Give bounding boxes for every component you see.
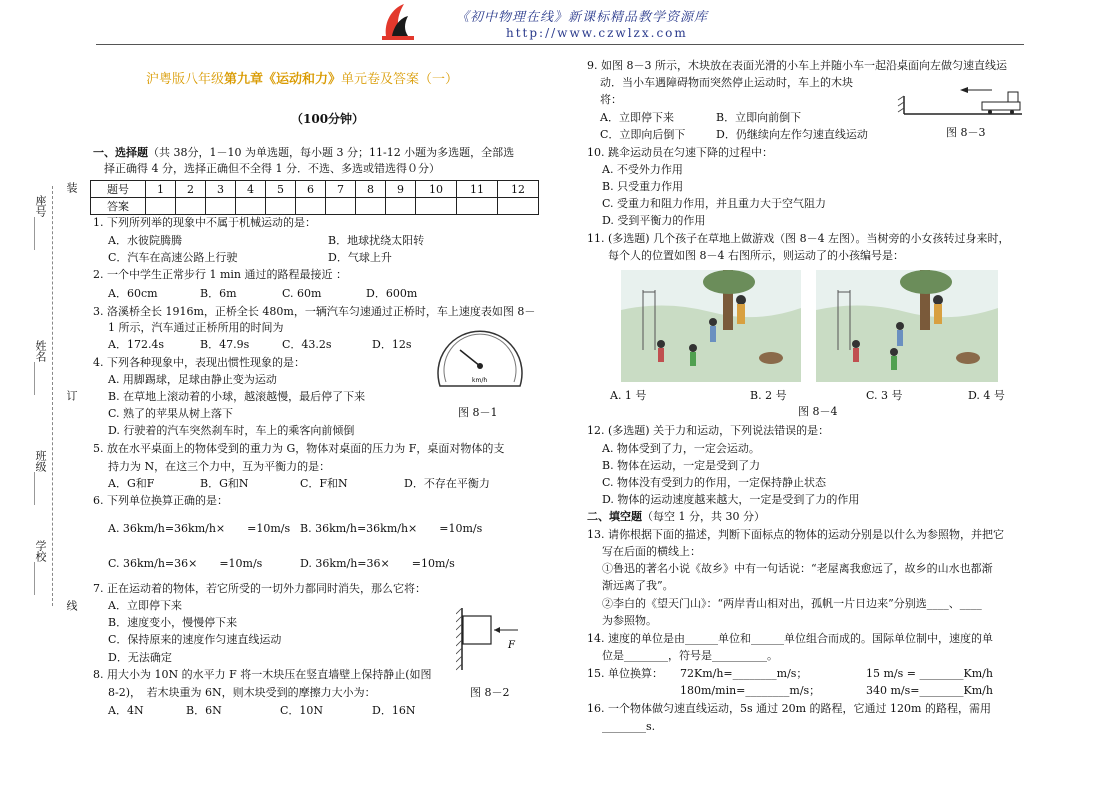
- table-cell: 题号: [91, 181, 146, 198]
- section2-heading: 二、填空题（每空 1 分，共 30 分）: [587, 510, 765, 523]
- option: A．G和F: [108, 477, 155, 490]
- question-text: 15. 单位换算：: [587, 667, 663, 680]
- question-text: 动．当小车遇障碍物而突然停止运动时，车上的木块: [600, 76, 853, 89]
- answer-cell[interactable]: [356, 198, 386, 215]
- table-cell: 8: [356, 181, 386, 198]
- option: A．4N: [108, 704, 144, 717]
- table-cell: 3: [206, 181, 236, 198]
- option: B. 36km/h=36km/h× =10m/s: [300, 522, 483, 535]
- option: C. 3 号: [866, 389, 903, 402]
- option: C．立即向后倒下: [600, 128, 686, 141]
- option: D. 物体的运动速度越来越大，一定是受到了力的作用: [602, 493, 860, 506]
- answer-cell[interactable]: [236, 198, 266, 215]
- option: B．地球扰绕太阳转: [328, 234, 425, 247]
- option: C. 受重力和阻力作用，并且重力大于空气阻力: [602, 197, 827, 210]
- question-text: 8. 用大小为 10N 的水平力 F 将一木块压在竖直墙壁上保持静止(如图: [93, 668, 432, 681]
- answer-cell[interactable]: [176, 198, 206, 215]
- question-text: 6. 下列单位换算正确的是：: [93, 494, 228, 507]
- figure-caption: 图 8－3: [946, 126, 986, 139]
- table-cell: 4: [236, 181, 266, 198]
- option: B．47.9s: [200, 338, 250, 351]
- option: D．16N: [372, 704, 416, 717]
- exam-duration: （100分钟）: [291, 112, 365, 126]
- option: D. 36km/h=36× =10m/s: [300, 557, 455, 570]
- cart-block-figure: [896, 84, 1024, 124]
- option: A．60cm: [108, 287, 158, 300]
- question-text: 渐远离了我”。: [602, 579, 674, 592]
- site-url[interactable]: http://www.czwlzx.com: [506, 26, 688, 40]
- option: B．立即向前倒下: [716, 111, 802, 124]
- header-divider: [96, 44, 1024, 45]
- question-text: 2. 一个中学生正常步行 1 min 通过的路程最接近 ：: [93, 268, 348, 281]
- question-text: 每个人的位置如图 8－4 右图所示，则运动了的小孩编号是：: [608, 249, 904, 262]
- option: C．汽车在高速公路上行驶: [108, 251, 238, 264]
- class-field[interactable]: 班级______: [34, 450, 47, 505]
- fill-blank[interactable]: 72Km/h=________m/s；: [680, 667, 808, 680]
- option: D. 行驶着的汽车突然刹车时，车上的乘客向前倾倒: [108, 424, 355, 437]
- table-row: [91, 181, 539, 198]
- question-text: 持力为 N，在这三个力中，互为平衡力的是：: [108, 460, 331, 473]
- question-text: 10. 跳伞运动员在匀速下降的过程中：: [587, 146, 773, 159]
- option: A. 36km/h=36km/h× =10m/s: [108, 522, 291, 535]
- answer-cell[interactable]: [326, 198, 356, 215]
- question-text: 1. 下列所列举的现象中不属于机械运动的是：: [93, 216, 316, 229]
- option: B. 只受重力作用: [602, 180, 684, 193]
- school-field[interactable]: 学校______: [34, 540, 47, 595]
- option: C．10N: [280, 704, 324, 717]
- wall-block-figure: [456, 608, 526, 672]
- question-text: 5. 放在水平桌面上的物体受到的重力为 G，物体对桌面的压力为 F，桌面对物体的支: [93, 442, 505, 455]
- option: C. 60m: [282, 287, 322, 300]
- fill-blank[interactable]: 15 m/s = ________Km/h: [866, 667, 993, 680]
- table-cell: 答案: [91, 198, 146, 215]
- question-text: 3. 洛溪桥全长 1916m，正桥全长 480m，一辆汽车匀速通过正桥时，车上速度表如图 8－: [93, 305, 536, 318]
- option: A．水彼院腾腾: [108, 234, 182, 247]
- question-text: 写在后面的横线上：: [602, 545, 701, 558]
- question-text: ②李白的《望天门山》：“两岸青山相对出，孤帆一片日边来”分别选____、____: [602, 597, 982, 610]
- option: B．6N: [186, 704, 222, 717]
- option: B. 2 号: [750, 389, 787, 402]
- option: D．12s: [372, 338, 412, 351]
- figure-caption: 图 8－1: [458, 406, 498, 419]
- speedometer-figure: [434, 322, 526, 392]
- option: A. 用脚踢球，足球由静止变为运动: [108, 373, 277, 386]
- option: C．保持原来的速度作匀速直线运动: [108, 633, 282, 646]
- option: A．立即停下来: [108, 599, 182, 612]
- section1-intro: 择正确得 4 分，选择正确但不全得 1 分．不选、多选或错选得０分）: [104, 162, 440, 175]
- table-cell: 7: [326, 181, 356, 198]
- figure-caption: 图 8－2: [470, 686, 510, 699]
- playground-right-image: [816, 270, 998, 382]
- answer-cell[interactable]: [416, 198, 457, 215]
- option: D. 4 号: [968, 389, 1005, 402]
- option: A. 物体受到了力，一定会运动。: [602, 442, 760, 455]
- option: B．速度变小，慢慢停下来: [108, 616, 238, 629]
- option: D．无法确定: [108, 651, 172, 664]
- speed-unit-label: km/h: [472, 377, 488, 384]
- question-text: 9. 如图 8－3 所示，木块放在表面光滑的小车上并随小车一起沿桌面向左做匀速直线运: [587, 59, 1007, 72]
- question-text: 16. 一个物体做匀速直线运动，5s 通过 20m 的路程，它通过 120m 的路程，需用: [587, 702, 991, 715]
- table-cell: 11: [457, 181, 498, 198]
- table-cell: 10: [416, 181, 457, 198]
- option: A. 不受外力作用: [602, 163, 683, 176]
- option: C．F和N: [300, 477, 348, 490]
- question-text: 8-2)， 若木块重为 6N，则木块受到的摩擦力大小为：: [108, 686, 376, 699]
- margin-zhuang: 装: [65, 182, 78, 193]
- page-title: 沪粤版八年级第九章《运动和力》单元卷及答案（一）: [146, 72, 459, 87]
- option: C. 熟了的苹果从树上落下: [108, 407, 234, 420]
- option: D．不存在平衡力: [404, 477, 490, 490]
- force-label: F: [508, 640, 515, 651]
- option: A．172.4s: [108, 338, 165, 351]
- option: C. 36km/h=36× =10m/s: [108, 557, 263, 570]
- question-text: 将：: [600, 93, 622, 106]
- answer-cell[interactable]: [457, 198, 498, 215]
- answer-cell[interactable]: [386, 198, 416, 215]
- option: D. 受到平衡力的作用: [602, 214, 706, 227]
- question-text: 7. 正在运动着的物体，若它所受的一切外力都同时消失，那么它将：: [93, 582, 426, 595]
- option: A．立即停下来: [600, 111, 674, 124]
- option: B. 物体在运动，一定是受到了力: [602, 459, 761, 472]
- question-text: ①鲁迅的著名小说《故乡》中有一句话说：“老屋离我愈远了，故乡的山水也都渐: [602, 562, 993, 575]
- name-field[interactable]: 姓名______: [34, 340, 47, 395]
- answer-cell[interactable]: [498, 198, 539, 215]
- table-cell: 9: [386, 181, 416, 198]
- fill-blank[interactable]: ________s.: [602, 720, 656, 733]
- question-text: 13. 请你根据下面的描述，判断下面标点的物体的运动分别是以什么为参照物，并把它: [587, 528, 1004, 541]
- option: B．G和N: [200, 477, 249, 490]
- question-text: 11. (多选题) 几个孩子在草地上做游戏（图 8－4 左图）。当树旁的小女孩转过身来时，: [587, 232, 1010, 245]
- seat-field[interactable]: 座号______: [34, 195, 47, 250]
- option: D．气球上升: [328, 251, 392, 264]
- answer-cell[interactable]: [146, 198, 176, 215]
- option: A. 1 号: [610, 389, 647, 402]
- answer-cell[interactable]: [266, 198, 296, 215]
- site-logo-icon: [378, 2, 418, 42]
- question-text: 14. 速度的单位是由______单位和______单位组合而成的。国际单位制中，速度的单: [587, 632, 993, 645]
- question-text: 为参照物。: [602, 614, 657, 627]
- option: B. 在草地上滚动着的小球，越滚越慢，最后停了下来: [108, 390, 366, 403]
- margin-ding: 订: [65, 390, 78, 401]
- playground-left-image: [621, 270, 801, 382]
- question-text: 4. 下列各种现象中，表现出惯性现象的是：: [93, 356, 305, 369]
- option: D．600m: [366, 287, 418, 300]
- question-text: 位是________，符号是__________。: [602, 649, 778, 662]
- fill-blank[interactable]: 340 m/s=________Km/h: [866, 684, 993, 697]
- table-cell: 12: [498, 181, 539, 198]
- figure-caption: 图 8－4: [798, 405, 838, 418]
- table-cell: 5: [266, 181, 296, 198]
- margin-xian: 线: [65, 600, 78, 611]
- answer-cell[interactable]: [206, 198, 236, 215]
- option: C．43.2s: [282, 338, 332, 351]
- table-cell: 2: [176, 181, 206, 198]
- site-title: 《初中物理在线》新课标精品教学资源库: [456, 10, 709, 25]
- table-row: [91, 198, 539, 215]
- option: B．6m: [200, 287, 237, 300]
- option: D．仍继续向左作匀速直线运动: [716, 128, 868, 141]
- table-cell: 1: [146, 181, 176, 198]
- table-cell: 6: [296, 181, 326, 198]
- option: C. 物体没有受到力的作用，一定保持静止状态: [602, 476, 827, 489]
- question-text: 1 所示，汽车通过正桥所用的时间为: [108, 321, 284, 334]
- answer-cell[interactable]: [296, 198, 326, 215]
- section1-heading: 一、选择题（共 38分，1－10 为单选题，每小题 3 分；11-12 小题为多选题，全部选: [93, 146, 515, 159]
- answer-table: [90, 180, 539, 215]
- question-text: 12. (多选题) 关于力和运动，下列说法错误的是：: [587, 424, 830, 437]
- fill-blank[interactable]: 180m/min=________m/s；: [680, 684, 821, 697]
